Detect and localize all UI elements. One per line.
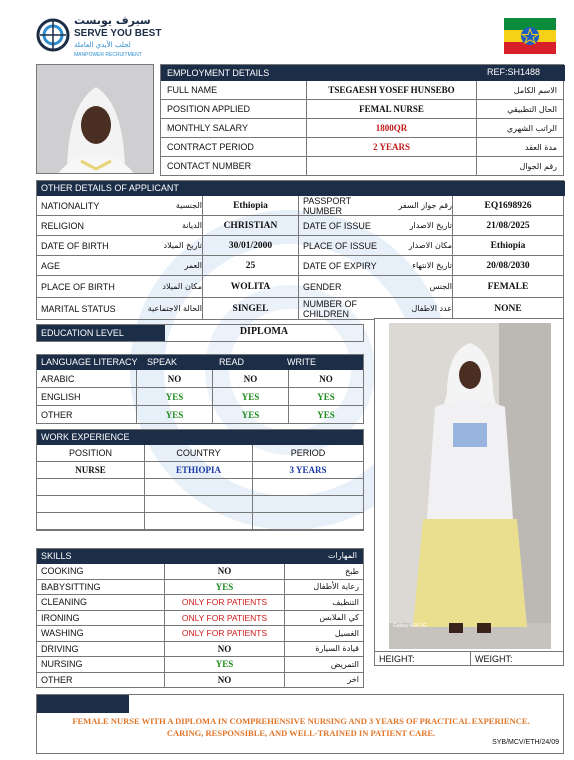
skills-table [36,548,364,688]
education-row [36,324,364,342]
employment-row-arabic: الاسم الكامل [513,85,557,95]
portrait-photo [36,64,154,174]
skill-arabic: التمريض [330,659,359,669]
language-row [37,388,363,406]
employment-row-label: CONTACT NUMBER [161,157,307,175]
other-left-label: DATE OF BIRTH [41,240,109,251]
employment-row-arabic: الراتب الشهري [506,123,557,133]
skill-row [37,642,363,658]
brand-tagline: MANPOWER RECRUITMENT [74,52,142,58]
brand-arabic-name: سيرف يوبست [74,14,151,27]
other-right-label: DATE OF ISSUE [303,220,371,231]
other-left-arabic: الديانة [135,216,203,235]
education-label: EDUCATION LEVEL [41,328,124,338]
other-right-value: Ethiopia [490,240,526,251]
work-position [37,479,145,495]
skills-header-title: SKILLS [41,551,72,561]
other-left-value: Ethiopia [203,196,299,215]
skill-arabic: التنظيف [332,597,359,607]
language-read-value: NO [213,370,289,387]
other-right-arabic: عدد الاطفال [387,298,453,319]
language-header [37,355,363,370]
employment-row-arabic: مدة العقد [525,142,557,152]
employment-header-title: EMPLOYMENT DETAILS [167,68,270,78]
measurements-row [374,652,564,666]
other-left-value: CHRISTIAN [203,216,299,235]
skill-label: COOKING [37,564,165,579]
other-left-arabic: تاريخ الميلاد [135,236,203,255]
summary-box [36,694,564,754]
other-left-arabic: مكان الميلاد [135,276,203,297]
work-row [37,479,363,496]
language-name: ARABIC [37,370,137,387]
work-column-header: COUNTRY [145,445,253,461]
summary-header-bar [37,695,129,713]
other-right-value: FEMALE [487,281,529,292]
language-header-title: LANGUAGE LITERACY [41,357,138,367]
skill-label: BABYSITTING [37,580,165,595]
work-column-header: POSITION [37,445,145,461]
summary-text: FEMALE NURSE WITH A DIPLOMA IN COMPREHENSIVE NURSING AND 3 YEARS OF PRACTICAL EXPERIENCE. CARING, RESPONSIBLE, AND WELL-TRAINED IN PATIENT CARE. [72,716,530,738]
skill-arabic: اخر [347,675,359,685]
other-details-header [37,181,565,196]
skill-value: ONLY FOR PATIENTS [165,595,285,610]
work-column-header: PERIOD [290,448,326,458]
weight-label: WEIGHT: [475,654,513,664]
other-left-arabic: الحالة الاجتماعية [135,298,203,319]
skill-value: NO [165,564,285,579]
work-position: NURSE [37,462,145,478]
skill-arabic: طبخ [345,566,359,576]
full-body-photo [389,323,551,649]
other-right-value: 20/08/2030 [486,260,530,271]
other-right-label: NUMBER OF CHILDREN [303,298,357,319]
employment-row-value: 2 YEARS [307,138,477,156]
skill-arabic: قيادة السيارة [315,644,359,654]
other-details-row [37,236,563,256]
work-country: ETHIOPIA [145,462,253,478]
education-label-cell [37,325,165,341]
work-experience-table [36,429,364,531]
employment-row [161,81,563,100]
skill-label: CLEANING [37,595,165,610]
other-left-label: MARITAL STATUS [41,303,116,314]
language-write-value: YES [317,410,335,420]
other-details-table [36,180,564,320]
other-details-row [37,216,563,236]
language-name: ENGLISH [37,388,137,405]
other-left-label: PLACE OF BIRTH [41,281,115,292]
other-details-row [37,256,563,276]
skill-value: ONLY FOR PATIENTS [165,611,285,626]
work-row [37,462,363,479]
other-right-arabic: مكان الاصدار [387,236,453,255]
other-right-label: PLACE OF ISSUE [303,240,378,251]
skills-header [37,549,363,564]
employment-row-arabic: الحال التطبيقي [507,104,557,114]
other-right-value: EQ1698926 [484,200,532,211]
skill-row [37,626,363,642]
employment-row [161,157,563,176]
language-speak-value: YES [137,388,213,405]
skill-label: NURSING [37,657,165,672]
other-right-label: GENDER [303,281,342,292]
employment-row-label: MONTHLY SALARY [161,119,307,137]
employment-row [161,100,563,119]
language-speak-value: NO [137,370,213,387]
language-row [37,406,363,424]
skill-row [37,673,363,689]
height-label: HEIGHT: [379,654,415,664]
full-body-photo-frame [374,318,564,652]
other-right-arabic: تاريخ الاصدار [387,216,453,235]
other-left-label: NATIONALITY [41,200,100,211]
language-speak-value: YES [137,406,213,424]
employment-row-value: 1800QR [307,119,477,137]
employment-row-value: FEMAL NURSE [307,100,477,118]
employment-row [161,138,563,157]
other-right-value: 21/08/2025 [486,220,530,231]
skill-arabic: رعاية الأطفال [313,582,359,592]
employment-details-table [160,64,564,176]
employment-row-arabic: رقم الجوال [519,161,557,171]
other-right-arabic: تاريخ الانتهاء [387,256,453,275]
employment-row [161,119,563,138]
work-country [145,513,253,529]
skill-row [37,657,363,673]
other-details-title: OTHER DETAILS OF APPLICANT [41,183,179,193]
language-row [37,370,363,388]
other-left-arabic: الجنسية [135,196,203,215]
other-left-value: 25 [203,256,299,275]
skill-value: YES [165,580,285,595]
ref-number: REF:SH1488 [487,67,541,77]
work-country [145,479,253,495]
skill-value: ONLY FOR PATIENTS [165,626,285,641]
language-write-value: NO [319,373,333,384]
skill-row [37,611,363,627]
work-header [37,430,363,445]
brand-arabic-tagline: لجلب الأيدي العاملة [74,41,131,49]
globe-logo-icon [36,18,70,52]
employment-row-label: CONTRACT PERIOD [161,138,307,156]
height-cell [375,652,471,665]
work-position [37,496,145,512]
skill-label: OTHER [37,673,165,688]
company-logo [36,14,186,62]
employment-row-label: FULL NAME [161,81,307,99]
ethiopia-flag [504,18,556,54]
work-period: 3 YEARS [289,465,327,475]
skill-value: YES [165,657,285,672]
skill-label: DRIVING [37,642,165,657]
skill-label: IRONING [37,611,165,626]
employment-row-value [307,157,477,175]
work-columns-row [37,445,363,462]
language-read-value: YES [213,406,289,424]
language-header-read: READ [219,357,245,367]
skill-row [37,564,363,580]
photo-caption: Galaxy A54 5G [393,623,427,629]
education-value: DIPLOMA [239,326,289,337]
other-details-row [37,196,563,216]
work-row [37,496,363,513]
skill-row [37,595,363,611]
other-right-label: PASSPORT NUMBER [303,195,352,216]
other-details-row [37,276,563,298]
other-left-arabic: العمر [135,256,203,275]
language-read-value: YES [213,388,289,405]
skill-label: WASHING [37,626,165,641]
other-right-value: NONE [494,303,522,314]
work-row [37,513,363,530]
other-left-label: AGE [41,260,61,271]
other-left-value: WOLITA [203,276,299,297]
other-right-label: DATE OF EXPIRY [303,260,377,271]
language-header-write: WRITE [287,357,316,367]
flag-emblem-icon [520,26,540,46]
other-left-value: 30/01/2000 [203,236,299,255]
skill-value: NO [165,673,285,688]
other-right-arabic: رقم جواز السفر [387,196,453,215]
work-position [37,513,145,529]
other-right-arabic: الجنس [387,276,453,297]
other-left-label: RELIGION [41,220,85,231]
skill-arabic: الغسيل [334,628,359,638]
brand-name: SERVE YOU BEST [74,28,162,39]
skill-row [37,580,363,596]
other-details-row [37,298,563,320]
language-name: OTHER [37,406,137,424]
work-header-title: WORK EXPERIENCE [41,432,130,442]
language-table [36,354,364,424]
skill-value: NO [165,642,285,657]
other-left-value: SINGEL [203,298,299,319]
language-header-speak: SPEAK [147,357,178,367]
skill-arabic: كي الملابس [319,613,359,623]
employment-header [161,65,565,81]
footer-code: SYB/MCV/ETH/24/09 [492,739,559,746]
language-write-value: YES [317,391,335,402]
skills-header-arabic: المهارات [327,551,357,560]
employment-row-value: TSEGAESH YOSEF HUNSEBO [307,81,477,99]
employment-row-label: POSITION APPLIED [161,100,307,118]
work-country [145,496,253,512]
